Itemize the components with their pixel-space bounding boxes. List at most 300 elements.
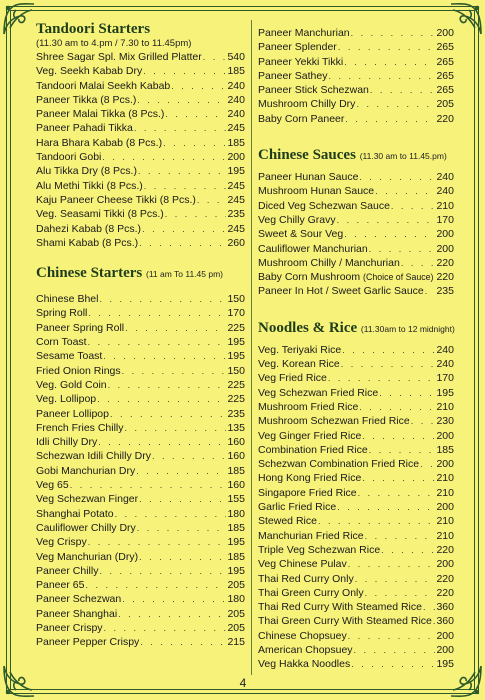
dot-leader xyxy=(358,486,436,500)
menu-item-price: 180 xyxy=(227,507,245,520)
menu-item-name xyxy=(258,643,353,657)
dot-leader xyxy=(375,184,435,198)
menu-item-name xyxy=(36,578,84,592)
menu-item-price: 220 xyxy=(436,572,454,585)
menu-item-name-text: Baby Corn Mushroom xyxy=(258,271,361,284)
menu-item-name xyxy=(36,392,96,406)
menu-item-price: 205 xyxy=(227,579,245,592)
section-timing: (11.30 am to 11.45.pm) xyxy=(359,151,447,162)
menu-item-name xyxy=(36,349,102,363)
section-timing: (11 am To 11.45 pm) xyxy=(145,269,223,280)
menu-item-name xyxy=(258,83,369,97)
dot-leader xyxy=(337,500,435,514)
menu-item-name xyxy=(258,657,350,671)
dot-leader xyxy=(351,26,436,40)
menu-item-price: 240 xyxy=(227,79,245,92)
menu-item-price: 235 xyxy=(436,285,454,298)
menu-item-name-text: Paneer Shanghai xyxy=(36,607,118,620)
dot-leader xyxy=(433,614,436,628)
menu-item-price: 540 xyxy=(227,51,245,63)
menu-item-price: 170 xyxy=(436,213,454,226)
section-tandoori-starters xyxy=(36,20,245,250)
dot-leader xyxy=(85,578,226,592)
menu-item-name-text: Thai Red Curry Only xyxy=(258,572,354,585)
menu-item-price: 170 xyxy=(227,307,245,320)
dot-leader xyxy=(365,586,436,600)
menu-item-name-text: Shree Sagar Spl. Mix Grilled Platter xyxy=(36,51,202,63)
menu-item xyxy=(258,97,454,111)
menu-item-name-text: Veg Manchurian (Dry) xyxy=(36,550,139,563)
menu-item-price: 185 xyxy=(227,136,245,149)
dot-leader xyxy=(420,457,435,471)
menu-item-name xyxy=(258,40,337,54)
menu-item-name xyxy=(36,550,138,564)
menu-item-name-text: French Fries Chilly xyxy=(36,421,124,434)
menu-item xyxy=(36,521,245,535)
menu-item xyxy=(36,621,245,635)
menu-item-name-text: Gobi Manchurian Dry xyxy=(36,464,136,477)
dot-leader xyxy=(365,529,436,543)
menu-list xyxy=(36,50,245,250)
menu-item-name xyxy=(36,150,101,164)
menu-item-name-text: Paneer Lollipop xyxy=(36,407,109,420)
menu-item xyxy=(36,550,245,564)
menu-item-name xyxy=(258,227,343,241)
menu-item-name-text: Garlic Fried Rice xyxy=(258,501,337,514)
menu-item xyxy=(36,79,245,93)
menu-item-name xyxy=(36,492,138,506)
menu-item-name xyxy=(258,443,368,457)
dot-leader xyxy=(341,357,436,371)
menu-item xyxy=(258,343,454,357)
menu-item xyxy=(258,227,454,241)
menu-item-name-text: Chinese Bhel xyxy=(36,293,99,306)
menu-item-name xyxy=(258,514,317,528)
menu-item-name xyxy=(258,357,340,371)
menu-item-price: 150 xyxy=(227,293,245,306)
menu-item xyxy=(258,629,454,643)
menu-item-name-text: Sesame Toast xyxy=(36,350,103,363)
dot-leader xyxy=(362,471,435,485)
menu-item-name xyxy=(36,292,98,306)
menu-item-name-text: Idli Chilly Dry xyxy=(36,436,98,449)
menu-item-name xyxy=(258,614,432,628)
menu-item xyxy=(36,193,245,207)
dot-leader xyxy=(356,97,435,111)
section-title: Chinese Sauces (11.30 am to 11.45.pm) xyxy=(258,147,447,164)
dot-leader xyxy=(328,371,436,385)
menu-item xyxy=(258,386,454,400)
menu-item-price: 200 xyxy=(436,27,454,39)
menu-item xyxy=(36,207,245,221)
menu-item-name xyxy=(258,242,368,256)
dot-leader xyxy=(143,64,226,78)
menu-item-price: 360 xyxy=(436,615,454,628)
menu-item-name xyxy=(36,306,87,320)
menu-item-name-text: Veg Chilly Gravy xyxy=(258,213,336,226)
menu-item-name xyxy=(258,471,361,485)
menu-item-name-text: Paneer In Hot / Sweet Garlic Sauce xyxy=(258,285,424,298)
menu-item-price: 195 xyxy=(227,336,245,349)
menu-item xyxy=(36,635,245,649)
menu-item-name xyxy=(258,270,433,284)
menu-item-name-text: Shanghai Potato xyxy=(36,507,114,520)
menu-item xyxy=(258,457,454,471)
menu-item xyxy=(36,64,245,78)
section-title: Chinese Starters (11 am To 11.45 pm) xyxy=(36,265,223,282)
menu-item xyxy=(258,586,454,600)
menu-item xyxy=(36,121,245,135)
menu-item-name xyxy=(258,371,327,385)
dot-leader xyxy=(139,492,226,506)
menu-item-name-text: Paneer Pepper Crispy xyxy=(36,636,140,649)
dot-leader xyxy=(344,227,435,241)
menu-item-name xyxy=(258,55,343,69)
menu-item-name-text: Paneer Stick Schezwan xyxy=(258,84,369,97)
menu-item-price: 185 xyxy=(227,65,245,78)
menu-item-name xyxy=(258,400,358,414)
dot-leader xyxy=(337,213,436,227)
menu-item xyxy=(36,435,245,449)
menu-item-price: 200 xyxy=(436,429,454,442)
dot-leader xyxy=(381,543,435,557)
menu-item xyxy=(36,392,245,406)
menu-item-name xyxy=(258,284,424,298)
menu-item-price: 205 xyxy=(436,98,454,111)
menu-item-name-text: Mushroom Fried Rice xyxy=(258,400,359,413)
menu-item-name-text: Veg. Gold Coin xyxy=(36,378,107,391)
dot-leader xyxy=(125,321,226,335)
menu-item xyxy=(36,407,245,421)
menu-item-price: 265 xyxy=(436,55,454,68)
menu-item-price: 195 xyxy=(227,350,245,363)
menu-item-price: 195 xyxy=(227,564,245,577)
menu-item xyxy=(36,364,245,378)
menu-item xyxy=(258,514,454,528)
menu-item-price: 180 xyxy=(227,593,245,606)
menu-item-name-text: Veg Fried Rice xyxy=(258,372,327,385)
spacer xyxy=(258,126,454,146)
menu-item-price: 200 xyxy=(436,643,454,656)
menu-item-price: 185 xyxy=(436,443,454,456)
menu-item xyxy=(258,572,454,586)
dot-leader xyxy=(401,256,436,270)
menu-item-price: 240 xyxy=(436,343,454,356)
menu-item xyxy=(36,449,245,463)
menu-item-name xyxy=(258,529,364,543)
dot-leader xyxy=(423,600,435,614)
menu-item-price: 220 xyxy=(436,543,454,556)
menu-item-name xyxy=(36,378,107,392)
menu-item xyxy=(258,371,454,385)
dot-leader xyxy=(88,335,227,349)
dot-leader xyxy=(163,136,226,150)
dot-leader xyxy=(99,292,226,306)
menu-item-name xyxy=(258,414,410,428)
menu-item xyxy=(258,557,454,571)
menu-item-name xyxy=(36,50,202,64)
menu-item xyxy=(258,357,454,371)
menu-item-name-text: Paneer Manchurian xyxy=(258,27,350,39)
menu-item-name xyxy=(258,170,358,184)
menu-item-price: 230 xyxy=(436,415,454,428)
menu-item-name-text: Triple Veg Schezwan Rice xyxy=(258,543,381,556)
menu-item-price: 220 xyxy=(436,112,454,125)
menu-item xyxy=(36,321,245,335)
dot-leader xyxy=(318,514,436,528)
dot-leader xyxy=(203,50,227,64)
menu-item-name-text: Baby Corn Paneer xyxy=(258,112,345,125)
dot-leader xyxy=(98,435,226,449)
menu-item xyxy=(36,507,245,521)
menu-list xyxy=(36,292,245,649)
menu-item-name-text: Mushroom Schezwan Fried Rice xyxy=(258,415,410,428)
dot-leader xyxy=(391,199,436,213)
menu-item xyxy=(258,213,454,227)
menu-item-name-text: Thai Green Curry With Steamed Rice xyxy=(258,615,432,628)
menu-item-name xyxy=(36,507,114,521)
menu-item-name-text: Hong Kong Fried Rice xyxy=(258,472,362,485)
menu-item-name-text: Mushroom Hunan Sauce xyxy=(258,185,375,198)
menu-item-name-text: Schezwan Combination Fried Rice xyxy=(258,458,420,471)
menu-item xyxy=(258,83,454,97)
menu-item-name xyxy=(36,164,137,178)
menu-item-name-text: Veg Ginger Fried Rice xyxy=(258,429,362,442)
menu-item xyxy=(36,179,245,193)
menu-item-price: 220 xyxy=(436,271,454,284)
menu-list xyxy=(258,26,454,126)
menu-list xyxy=(258,343,454,672)
dot-leader xyxy=(411,414,436,428)
dot-leader xyxy=(88,306,226,320)
menu-item-name-text: Veg. Teriyaki Rice xyxy=(258,343,342,356)
menu-item-name xyxy=(258,26,350,40)
menu-item-name xyxy=(36,464,135,478)
menu-item-price: 185 xyxy=(227,464,245,477)
menu-item-price: 155 xyxy=(227,493,245,506)
menu-item-name-text: Schezwan Idili Chilly Dry xyxy=(36,450,151,463)
menu-item-name xyxy=(258,457,419,471)
menu-item-name xyxy=(258,500,336,514)
menu-item xyxy=(36,93,245,107)
menu-item-price: 240 xyxy=(436,185,454,198)
menu-item-price: 225 xyxy=(227,393,245,406)
menu-item-price: 195 xyxy=(227,165,245,178)
dot-leader xyxy=(102,150,226,164)
dot-leader xyxy=(425,284,436,298)
menu-item-price: 195 xyxy=(436,386,454,399)
menu-item-name xyxy=(36,207,164,221)
dot-leader xyxy=(344,55,435,69)
menu-item-price: 265 xyxy=(436,84,454,97)
dot-leader xyxy=(144,179,227,193)
menu-item-name-text: Cauliflower Chilly Dry xyxy=(36,521,136,534)
menu-item xyxy=(258,270,454,284)
menu-item-name xyxy=(36,93,136,107)
menu-item-price: 215 xyxy=(227,636,245,649)
menu-item-name-text: Sweet & Sour Veg xyxy=(258,228,344,241)
menu-item-price: 200 xyxy=(436,501,454,514)
menu-item-name xyxy=(36,607,117,621)
menu-item-name xyxy=(36,635,139,649)
dot-leader xyxy=(342,343,435,357)
menu-item-name-text: Paneer Chilly xyxy=(36,564,99,577)
menu-item xyxy=(258,486,454,500)
menu-item-name-text: Combination Fried Rice xyxy=(258,443,368,456)
dot-leader xyxy=(171,79,226,93)
menu-item-price: 225 xyxy=(227,321,245,334)
dot-leader xyxy=(115,507,227,521)
menu-item xyxy=(258,543,454,557)
menu-item-name-text: Veg. Seasami Tikki (8 Pcs.) xyxy=(36,208,164,221)
dot-leader xyxy=(70,478,227,492)
menu-item xyxy=(258,500,454,514)
menu-item xyxy=(36,164,245,178)
menu-item xyxy=(36,150,245,164)
menu-item-note: (Choice of Sauce) xyxy=(363,272,434,283)
dot-leader xyxy=(138,164,227,178)
menu-item-price: 210 xyxy=(436,515,454,528)
menu-item-name-text: Veg Schezwan Fried Rice xyxy=(258,386,379,399)
menu-item-price: 150 xyxy=(227,364,245,377)
menu-item-name xyxy=(258,69,327,83)
menu-item-name xyxy=(36,121,133,135)
spacer xyxy=(36,283,245,292)
menu-item-price: 195 xyxy=(227,536,245,549)
menu-item-price: 235 xyxy=(227,407,245,420)
menu-item xyxy=(258,69,454,83)
menu-item-name xyxy=(258,386,378,400)
dot-leader xyxy=(359,170,435,184)
dot-leader xyxy=(369,443,436,457)
menu-item-name-text: Veg Crispy xyxy=(36,536,87,549)
dot-leader xyxy=(103,349,226,363)
dot-leader xyxy=(434,270,435,284)
menu-item-name-text: Singapore Fried Rice xyxy=(258,486,357,499)
menu-item-name xyxy=(36,107,164,121)
dot-leader xyxy=(355,572,436,586)
menu-item-name xyxy=(258,199,390,213)
menu-item-name-text: Manchurian Fried Rice xyxy=(258,529,364,542)
menu-item xyxy=(258,414,454,428)
menu-item-name-text: Kaju Paneer Cheese Tikki (8 Pcs.) xyxy=(36,193,196,206)
menu-item-price: 170 xyxy=(436,372,454,385)
menu-item-name-text: Veg. Lollipop xyxy=(36,393,97,406)
dot-leader xyxy=(165,207,227,221)
menu-item-price: 210 xyxy=(436,529,454,542)
menu-item xyxy=(258,600,454,614)
menu-item-name xyxy=(258,543,380,557)
menu-item-price: 210 xyxy=(436,472,454,485)
menu-item-price: 160 xyxy=(227,479,245,492)
menu-item-price: 200 xyxy=(436,629,454,642)
menu-item-price: 245 xyxy=(227,193,245,206)
menu-item xyxy=(258,657,454,671)
menu-item-name-text: Paneer Splender xyxy=(258,41,337,54)
menu-item-name-text: Paneer Tikka (8 Pcs.) xyxy=(36,93,137,106)
menu-item-price: 135 xyxy=(227,421,245,434)
menu-item-name xyxy=(36,478,69,492)
menu-item-name-text: Cauliflower Manchurian xyxy=(258,242,368,255)
menu-item-price: 240 xyxy=(227,93,245,106)
menu-item xyxy=(36,535,245,549)
menu-item-name xyxy=(258,600,422,614)
menu-item-name-text: Mushroom Chilly Dry xyxy=(258,98,356,111)
menu-item xyxy=(36,222,245,236)
menu-item xyxy=(36,592,245,606)
menu-item xyxy=(36,607,245,621)
menu-item xyxy=(36,421,245,435)
menu-item-price: 205 xyxy=(227,607,245,620)
dot-leader xyxy=(345,112,435,126)
menu-item xyxy=(258,400,454,414)
dot-leader xyxy=(97,392,226,406)
menu-item xyxy=(36,464,245,478)
dot-leader xyxy=(351,657,435,671)
menu-item-name xyxy=(36,179,143,193)
menu-item-price: 245 xyxy=(227,122,245,135)
menu-item xyxy=(36,136,245,150)
section-chinese-starters xyxy=(36,264,245,649)
menu-item-price: 240 xyxy=(436,171,454,184)
dot-leader xyxy=(348,629,436,643)
spacer xyxy=(258,299,454,319)
menu-item-price: 245 xyxy=(227,222,245,235)
menu-item-name xyxy=(36,521,136,535)
menu-item xyxy=(36,292,245,306)
menu-item xyxy=(36,349,245,363)
dot-leader xyxy=(370,83,436,97)
menu-item-name-text: Shami Kabab (8 Pcs.) xyxy=(36,236,139,249)
page-number: 4 xyxy=(239,676,247,690)
menu-item-price: 210 xyxy=(436,400,454,413)
menu-item-price: 160 xyxy=(227,436,245,449)
menu-item-price: 245 xyxy=(227,179,245,192)
menu-item-name-text: Dahezi Kabab (8 Pcs.) xyxy=(36,222,142,235)
menu-item-price: 200 xyxy=(436,558,454,571)
section-chinese-sauces xyxy=(258,146,454,299)
right-column xyxy=(258,26,454,672)
menu-item-name xyxy=(258,572,354,586)
menu-item xyxy=(36,378,245,392)
menu-item xyxy=(258,199,454,213)
menu-item-name-text: Paneer Pahadi Tikka xyxy=(36,122,133,135)
menu-item xyxy=(36,564,245,578)
menu-item-price: 220 xyxy=(436,256,454,269)
menu-item-name xyxy=(258,557,347,571)
menu-item-name-text: Veg 65 xyxy=(36,479,69,492)
menu-item-name-text: Stewed Rice xyxy=(258,515,317,528)
menu-item-name-text: Chinese Chopsuey xyxy=(258,629,347,642)
menu-item-price: 360 xyxy=(436,601,454,614)
menu-item-price: 240 xyxy=(436,358,454,371)
menu-item-name xyxy=(36,407,109,421)
menu-item-name xyxy=(258,97,355,111)
menu-item-name xyxy=(258,112,344,126)
menu-item-price: 220 xyxy=(436,586,454,599)
menu-item xyxy=(258,443,454,457)
dot-leader xyxy=(165,107,226,121)
menu-item xyxy=(36,578,245,592)
menu-item-name xyxy=(258,486,357,500)
menu-item-name-text: Paneer Crispy xyxy=(36,621,103,634)
menu-item-name xyxy=(36,364,121,378)
menu-item-name xyxy=(36,564,98,578)
dot-leader xyxy=(359,400,435,414)
dot-leader xyxy=(140,635,226,649)
corner-ornament-icon xyxy=(449,664,483,698)
menu-item-name xyxy=(258,629,347,643)
